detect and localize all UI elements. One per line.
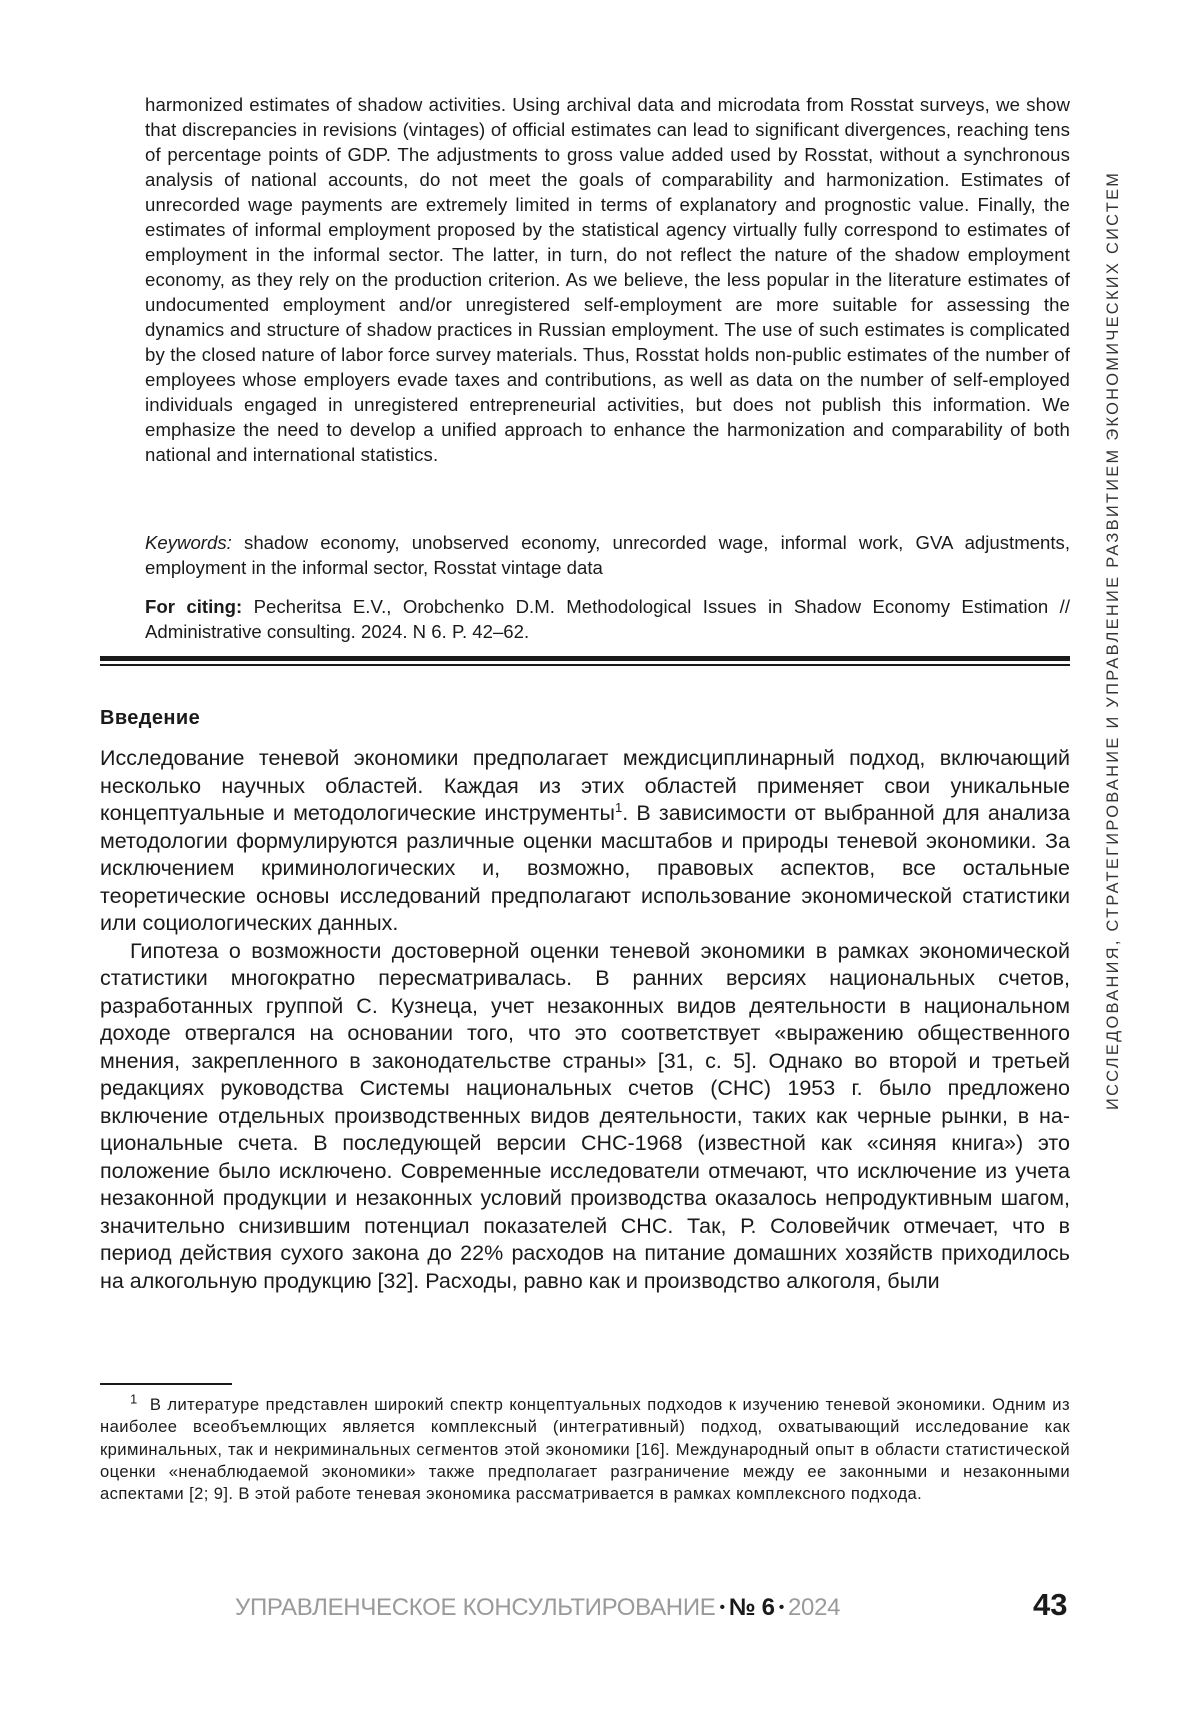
footnote-divider <box>100 1383 232 1385</box>
footnote-text: В литературе представлен широкий спектр концептуальных подходов к изучению теневой экономики. Одним из наиболее всеобъемлющих является комплексный (интегра­тивный) подход, охватывающий исследование как криминальных, так и некриминальных сегментов этой экономики [16]. Международный опыт в области статистической оценки «ненаблюдаемой экономики» также предполагает разграничение между ее законными и незаконными аспектами [2; 9]. В этой работе теневая экономика рассматривается в рам­ках комплексного подхода. <box>100 1395 1070 1503</box>
paragraph-1-part-b: . В зависимости от выбранной для анализа методологии формулируются различные оценки масштабов и природы теневой экономики. За исключением криминологических и, возможно, правовых аспектов, все остальные теоретические основы исследований предпо­лагают использование экономической статистики или социологических данных. <box>100 801 1070 935</box>
abstract-text: harmonized estimates of shadow activities. Using archival data and microdata from Rosstat surveys, we show that discrepancies in revisions (vintages) of official estimates can lead to significant divergences, reaching tens of percentage points of GDP. The adjustments to gross value added used by Rosstat, without a synchronous analysis of national accounts, do not meet the goals of comparability and harmonization. Estimates of unrecorded wage payments are extremely limited in terms of explanatory and prognostic value. Finally, the estimates of informal employment proposed by the statistical agency virtually fully correspond to estimates of em­ployment in the informal sector. The latter, in turn, do not reflect the nature of the shadow employment economy, as they rely on the production criterion. As we believe, the less popular in the literature estimates of undocumented employment and/or unregistered self-employment are more suitable for assessing the dynamics and structure of shadow practices in Russian employment. The use of such estimates is complicated by the closed nature of labor force survey materials. Thus, Rosstat holds non-public estimates of the number of employees whose employers evade taxes and contributions, as well as data on the number of self-employed individuals engaged in unregistered entrepreneurial activities, but does not publish this informa­tion. We emphasize the need to develop a unified approach to enhance the harmonization and comparability of both national and international statistics. <box>145 92 1070 467</box>
divider-thick <box>100 656 1070 661</box>
keywords <box>145 530 1070 580</box>
page-number: 43 <box>1033 1587 1067 1623</box>
side-running-title: ИССЛЕДОВАНИЯ, СТРАТЕГИРОВАНИЕ И УПРАВЛЕНИЕ РАЗВИТИЕМ ЭКОНОМИЧЕСКИХ СИСТЕМ <box>1104 80 1123 1110</box>
journal-name: УПРАВЛЕНЧЕСКОЕ КОНСУЛЬТИРОВАНИЕ <box>235 1594 716 1621</box>
footnote-ref[interactable]: 1 <box>615 800 622 815</box>
citation <box>145 594 1070 644</box>
abstract <box>145 92 1070 467</box>
footer-separator: • <box>716 1599 729 1616</box>
section-title: Введение <box>100 707 200 730</box>
issue-year: 2024 <box>788 1594 840 1621</box>
footer-separator-2: • <box>775 1599 788 1616</box>
body-text <box>100 745 1070 1295</box>
footnote-marker: 1 <box>130 1391 138 1406</box>
citation-text: Pecheritsa E.V., Orobchenko D.M. Methodological Issues in Shadow Economy Estimation // Administrative consulting. 2024. N 6. P. 42–62. <box>145 596 1070 642</box>
paragraph-1 <box>100 745 1070 938</box>
divider-thin <box>100 664 1070 666</box>
footnote <box>100 1394 1070 1505</box>
journal-footer <box>235 1594 840 1622</box>
issue-number: № 6 <box>729 1594 775 1621</box>
paragraph-1-part-a: Исследование теневой экономики предполагает междисциплинарный подход, вклю­чающий несколько научных областей. Каждая из этих областей применяет свои уникальные концептуальные и методологические инструменты <box>100 746 1070 825</box>
keywords-label: Keywords: <box>145 532 232 553</box>
keywords-text: shadow economy, unobserved economy, unrecorded wage, informal work, GVA adjustments, employment in the informal sector, Rosstat vintage data <box>145 532 1070 578</box>
paragraph-2: Гипотеза о возможности достоверной оценки теневой экономики в рамках экономической статистики многократно пересматривалась. В ранних версиях национальных счетов, разработанных группой С. Кузнеца, учет незаконных видов деятельности в национальном доходе отвергался на основании того, что это соответствует «выражению общественного мнения, закрепленного в законода­тельстве страны» [31, с. 5]. Однако во второй и третьей редакциях руководства Системы национальных счетов (СНС) 1953 г. было предложено включение от­дельных производственных видов деятельности, таких как черные рынки, в на­циональные счета. В последующей версии СНС-1968 (известной как «синяя книга») это положение было исключено. Современные исследователи отмечают, что исключение из учета незаконной продукции и незаконных условий произ­водства оказалось непродуктивным шагом, значительно снизившим потенциал показателей СНС. Так, Р. Соловейчик отмечает, что в период действия сухого закона до 22% расходов на питание домашних хозяйств приходилось на алко­гольную продукцию [32]. Расходы, равно как и производство алкоголя, были <box>100 938 1070 1296</box>
citation-label: For citing: <box>145 596 242 617</box>
